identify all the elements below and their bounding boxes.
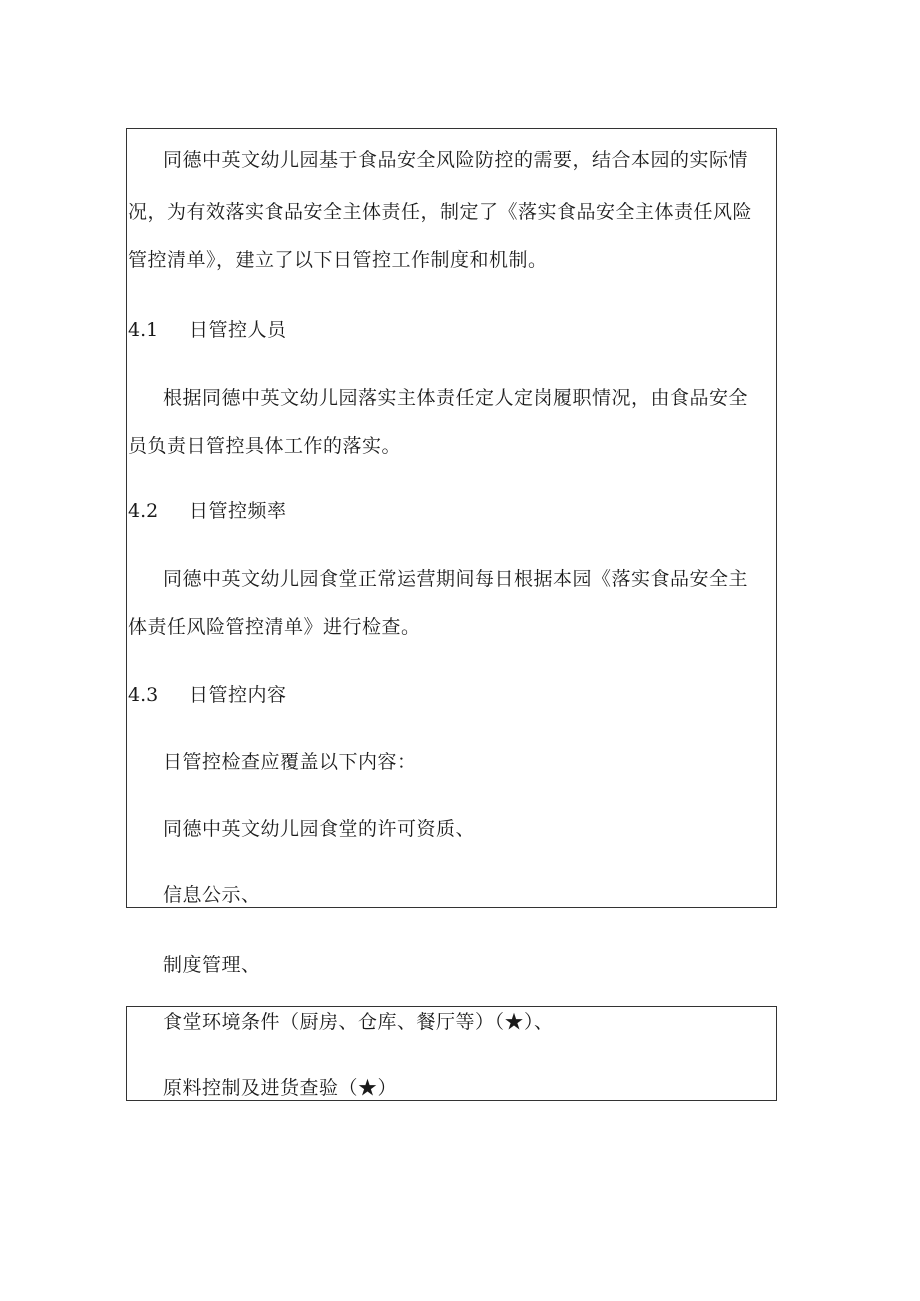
- section-4-1-line-1: 根据同德中英文幼儿园落实主体责任定人定岗履职情况，由食品安全: [163, 387, 749, 409]
- list-item: 原料控制及进货查验（★）: [163, 1077, 398, 1099]
- section-4-2-line-1: 同德中英文幼儿园食堂正常运营期间每日根据本园《落实食品安全主: [163, 568, 749, 590]
- section-4-1-line-2: 员负责日管控具体工作的落实。: [128, 435, 402, 457]
- section-4-2-line-2: 体责任风险管控清单》进行检查。: [128, 616, 421, 638]
- intro-line-1: 同德中英文幼儿园基于食品安全风险防控的需要，结合本园的实际情: [163, 149, 749, 171]
- section-4-2-title: 日管控频率: [189, 500, 287, 522]
- section-4-2-number: 4.2: [128, 500, 159, 522]
- section-4-3-number: 4.3: [128, 684, 159, 706]
- section-4-3-intro: 日管控检查应覆盖以下内容：: [163, 751, 417, 773]
- list-item: 制度管理、: [163, 954, 261, 976]
- list-item: 食堂环境条件（厨房、仓库、餐厅等）（★）、: [163, 1011, 554, 1033]
- list-item: 信息公示、: [163, 884, 261, 906]
- section-4-3-title: 日管控内容: [189, 684, 287, 706]
- list-item: 同德中英文幼儿园食堂的许可资质、: [163, 818, 476, 840]
- intro-line-2: 况，为有效落实食品安全主体责任，制定了《落实食品安全主体责任风险: [128, 201, 753, 223]
- intro-line-3: 管控清单》，建立了以下日管控工作制度和机制。: [128, 249, 548, 271]
- section-4-1-number: 4.1: [128, 319, 159, 341]
- section-4-1-title: 日管控人员: [189, 319, 287, 341]
